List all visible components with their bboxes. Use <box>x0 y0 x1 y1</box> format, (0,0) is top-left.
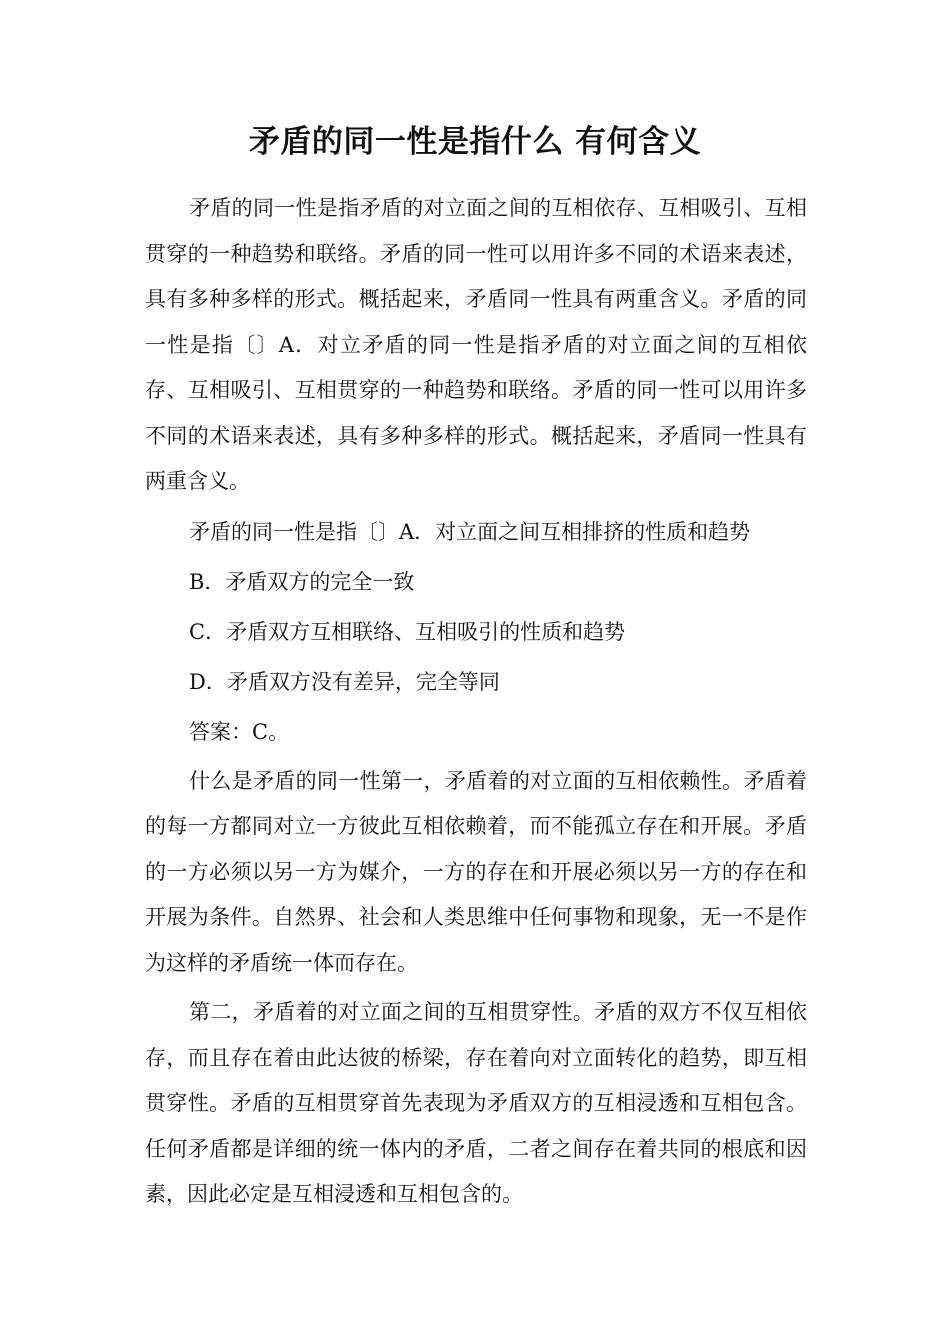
question-option-a: 矛盾的同一性是指〔〕A．对立面之间互相排挤的性质和趋势 <box>189 519 751 544</box>
paragraph-second-aspect: 第二，矛盾着的对立面之间的互相贯穿性。矛盾的双方不仅互相依存，而且存在着由此达彼的桥梁，存在着向对立面转化的趋势，即互相贯穿性。矛盾的互相贯穿首先表现为矛盾双方的互相浸透和互相包含。任何矛盾都是详细的统一体内的矛盾，二者之间存在着共同的根底和因素，因此必定是互相浸透和互相包含的。 <box>145 1000 807 1206</box>
document-body <box>145 186 807 1218</box>
answer-line: 答案：C。 <box>189 719 290 744</box>
question-option-b: B．矛盾双方的完全一致 <box>189 569 415 594</box>
paragraph-first-aspect: 什么是矛盾的同一性第一，矛盾着的对立面的互相依赖性。矛盾着的每一方都同对立一方彼此互相依赖着，而不能孤立存在和开展。矛盾的一方必须以另一方为媒介，一方的存在和开展必须以另一方的存在和开展为条件。自然界、社会和人类思维中任何事物和现象，无一不是作为这样的矛盾统一体而存在。 <box>145 768 807 975</box>
paragraph-definition: 矛盾的同一性是指矛盾的对立面之间的互相依存、互相吸引、互相贯穿的一种趋势和联络。矛盾的同一性可以用许多不同的术语来表述，具有多种多样的形式。概括起来，矛盾同一性具有两重含义。矛盾的同一性是指〔〕A．对立矛盾的同一性是指矛盾的对立面之间的互相依存、互相吸引、互相贯穿的一种趋势和联络。矛盾的同一性可以用许多不同的术语来表述，具有多种多样的形式。概括起来，矛盾同一性具有两重含义。 <box>145 196 807 493</box>
document-title: 矛盾的同一性是指什么 有何含义 <box>248 124 702 160</box>
question-option-d: D．矛盾双方没有差异，完全等同 <box>189 669 500 694</box>
question-option-c: C．矛盾双方互相联络、互相吸引的性质和趋势 <box>189 619 626 644</box>
